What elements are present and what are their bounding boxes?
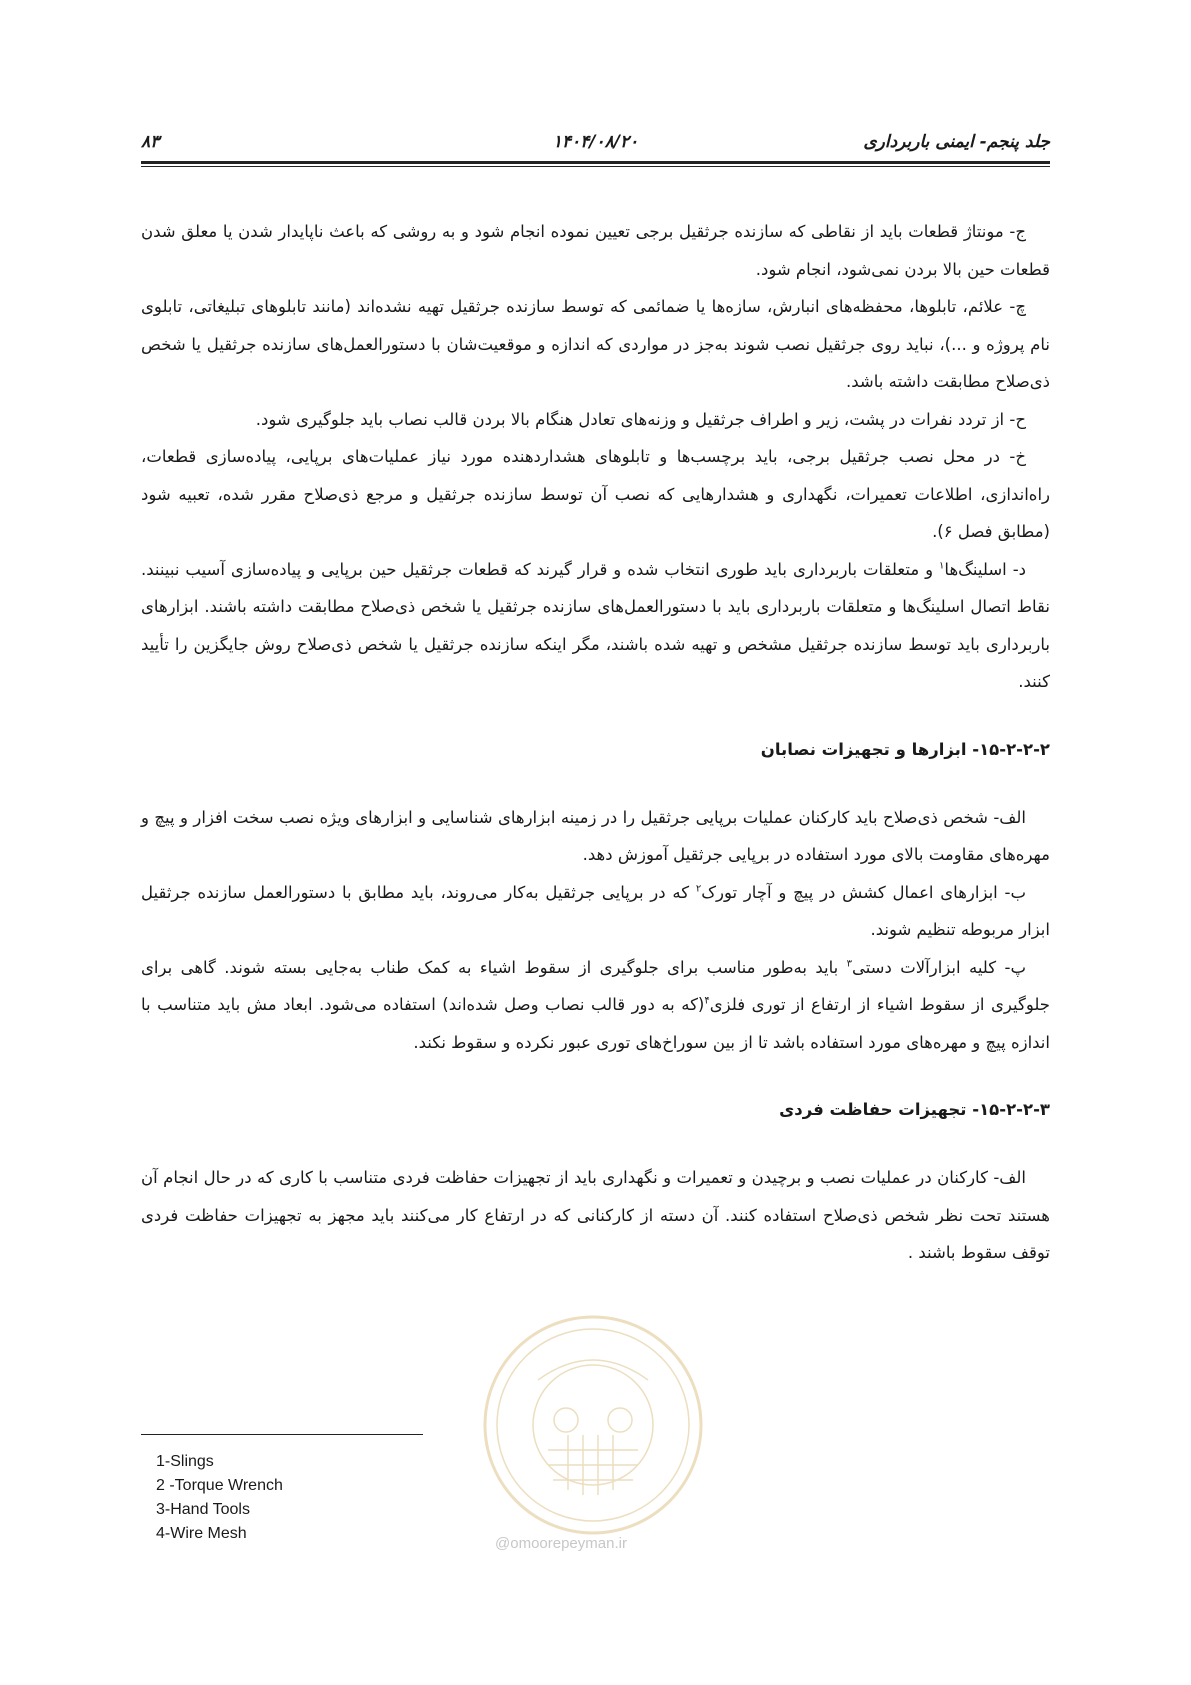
footnotes	[156, 1450, 283, 1546]
paragraph-he: ح- از تردد نفرات در پشت، زیر و اطراف جرثقیل و وزنه‌های تعادل هنگام بالا بردن قالب نصاب باید جلوگیری شود.	[255, 409, 1026, 429]
header-divider-thin	[141, 166, 1050, 167]
paragraph-pe-part1: پ- کلیه ابزارآلات دستی	[851, 957, 1026, 977]
footnote-ref-2: ۲	[695, 883, 702, 894]
watermark-seal-icon	[478, 1310, 708, 1540]
header-title: جلد پنجم- ایمنی باربرداری	[863, 132, 1050, 152]
paragraph-be	[141, 874, 1050, 949]
footnote-ref-4: ۴	[704, 995, 710, 1007]
paragraph-khe: خ- در محل نصب جرثقیل برجی، باید برچسب‌ها و تابلوهای هشداردهنده مورد نیاز عملیات‌های برپایی، پیاده‌سازی قطعات، راه‌اندازی، اطلاعات تعمیرات، نگهداری و هشدارهایی که نصب آن توسط سازنده جرثقیل و مرجع ذی‌صلاح مقرر شده، تعبیه شود (مطابق فصل ۶).	[141, 447, 1050, 541]
header-date: ۱۴۰۴/۰۸/۲۰	[552, 132, 639, 152]
paragraph-dal	[141, 551, 1050, 701]
paragraph-dal-part2: و متعلقات باربرداری باید طوری انتخاب شده و قرار گیرند که قطعات جرثقیل حین برپایی و پیاده‌سازی آسیب نبینند. نقاط اتصال اسلینگ‌ها و متعلقات باربرداری باید با دستورالعمل‌های سازنده جرثقیل یا شخص ذی‌صلاح مطابقت داشته باشند. ابزارهای باربرداری باید توسط سازنده جرثقیل مشخص و تهیه شده باشند، مگر اینکه سازنده جرثقیل یا شخص ذی‌صلاح روش جایگزین را تأیید کنند.	[141, 559, 1050, 691]
page-number: ۸۳	[141, 132, 160, 152]
footnote-ref-1: ۱	[939, 560, 945, 571]
paragraph-che: چ- علائم، تابلوها، محفظه‌های انبارش، سازه‌ها یا ضمائمی که توسط سازنده جرثقیل تهیه نشده‌اند (مانند تابلوهای تبلیغاتی، تابلوی نام پروژه و ...)، نباید روی جرثقیل نصب شوند به‌جز در مواردی که اندازه و موقعیت‌شان با دستورالعمل‌های سازنده جرثقیل یا شخص ذی‌صلاح مطابقت داشته باشد.	[141, 297, 1050, 391]
section-heading-ppe: ۱۵-۲-۲-۳- تجهیزات حفاظت فردی	[779, 1100, 1050, 1119]
footnote-2: 2 -Torque Wrench	[156, 1477, 283, 1494]
footnote-3: 3-Hand Tools	[156, 1501, 250, 1518]
watermark-text: @omoorepeyman.ir	[495, 1535, 627, 1552]
paragraph-be-part1: ب- ابزارهای اعمال کشش در پیچ و آچار تورک	[701, 882, 1026, 902]
paragraph-jim: ج- مونتاژ قطعات باید از نقاطی که سازنده جرثقیل برجی تعیین نموده انجام شود و به روشی که باعث ناپایدار شدن یا معلق شدن قطعات حین بالا بردن نمی‌شود، انجام شود.	[141, 222, 1050, 279]
document-body	[141, 213, 1050, 1272]
paragraph-pe-part2: باید به‌طور مناسب برای جلوگیری از سقوط اشیاء به کمک طناب به‌جایی بسته شوند. گاهی برای جلوگیری از سقوط اشیاء از ارتفاع از توری فلزی	[141, 957, 1051, 1014]
footnote-4: 4-Wire Mesh	[156, 1525, 247, 1542]
section-heading-tools: ۱۵-۲-۲-۲- ابزارها و تجهیزات نصابان	[760, 739, 1050, 759]
footnote-divider	[141, 1434, 423, 1435]
paragraph-alef-tools: الف- شخص ذی‌صلاح باید کارکنان عملیات برپایی جرثقیل را در زمینه ابزارهای شناسایی و ابزارهای ویژه نصب سخت افزار و پیچ و مهره‌های مقاومت بالای مورد استفاده در برپایی جرثقیل آموزش دهد.	[141, 807, 1050, 864]
paragraph-dal-part1: د- اسلینگ‌ها	[944, 559, 1027, 579]
header-divider-thick	[141, 161, 1050, 164]
paragraph-alef-ppe: الف- کارکنان در عملیات نصب و برچیدن و تعمیرات و نگهداری باید از تجهیزات حفاظت فردی متناسب با کاری که در حال انجام آن هستند تحت نظر شخص ذی‌صلاح استفاده کنند. آن دسته از کارکنانی که در ارتفاع کار می‌کنند باید مجهز به تجهیزات حفاظت فردی توقف سقوط باشند .	[141, 1168, 1050, 1262]
paragraph-be-part2: که در برپایی جرثقیل به‌کار می‌روند، باید مطابق با دستورالعمل سازنده جرثقیل ابزار مربوطه تنظیم شوند.	[141, 882, 1050, 939]
paragraph-pe-part3: (که به دور قالب نصاب وصل شده‌اند) استفاده می‌شود. ابعاد مش باید متناسب با اندازه پیچ و مهره‌های مورد استفاده باشد تا از بین سوراخ‌های توری عبور نکرده و سقوط نکند.	[141, 995, 1050, 1052]
footnote-1: 1-Slings	[156, 1453, 214, 1470]
footnote-ref-3: ۳	[846, 958, 852, 969]
page-header	[141, 124, 1050, 160]
paragraph-pe	[141, 949, 1050, 1062]
